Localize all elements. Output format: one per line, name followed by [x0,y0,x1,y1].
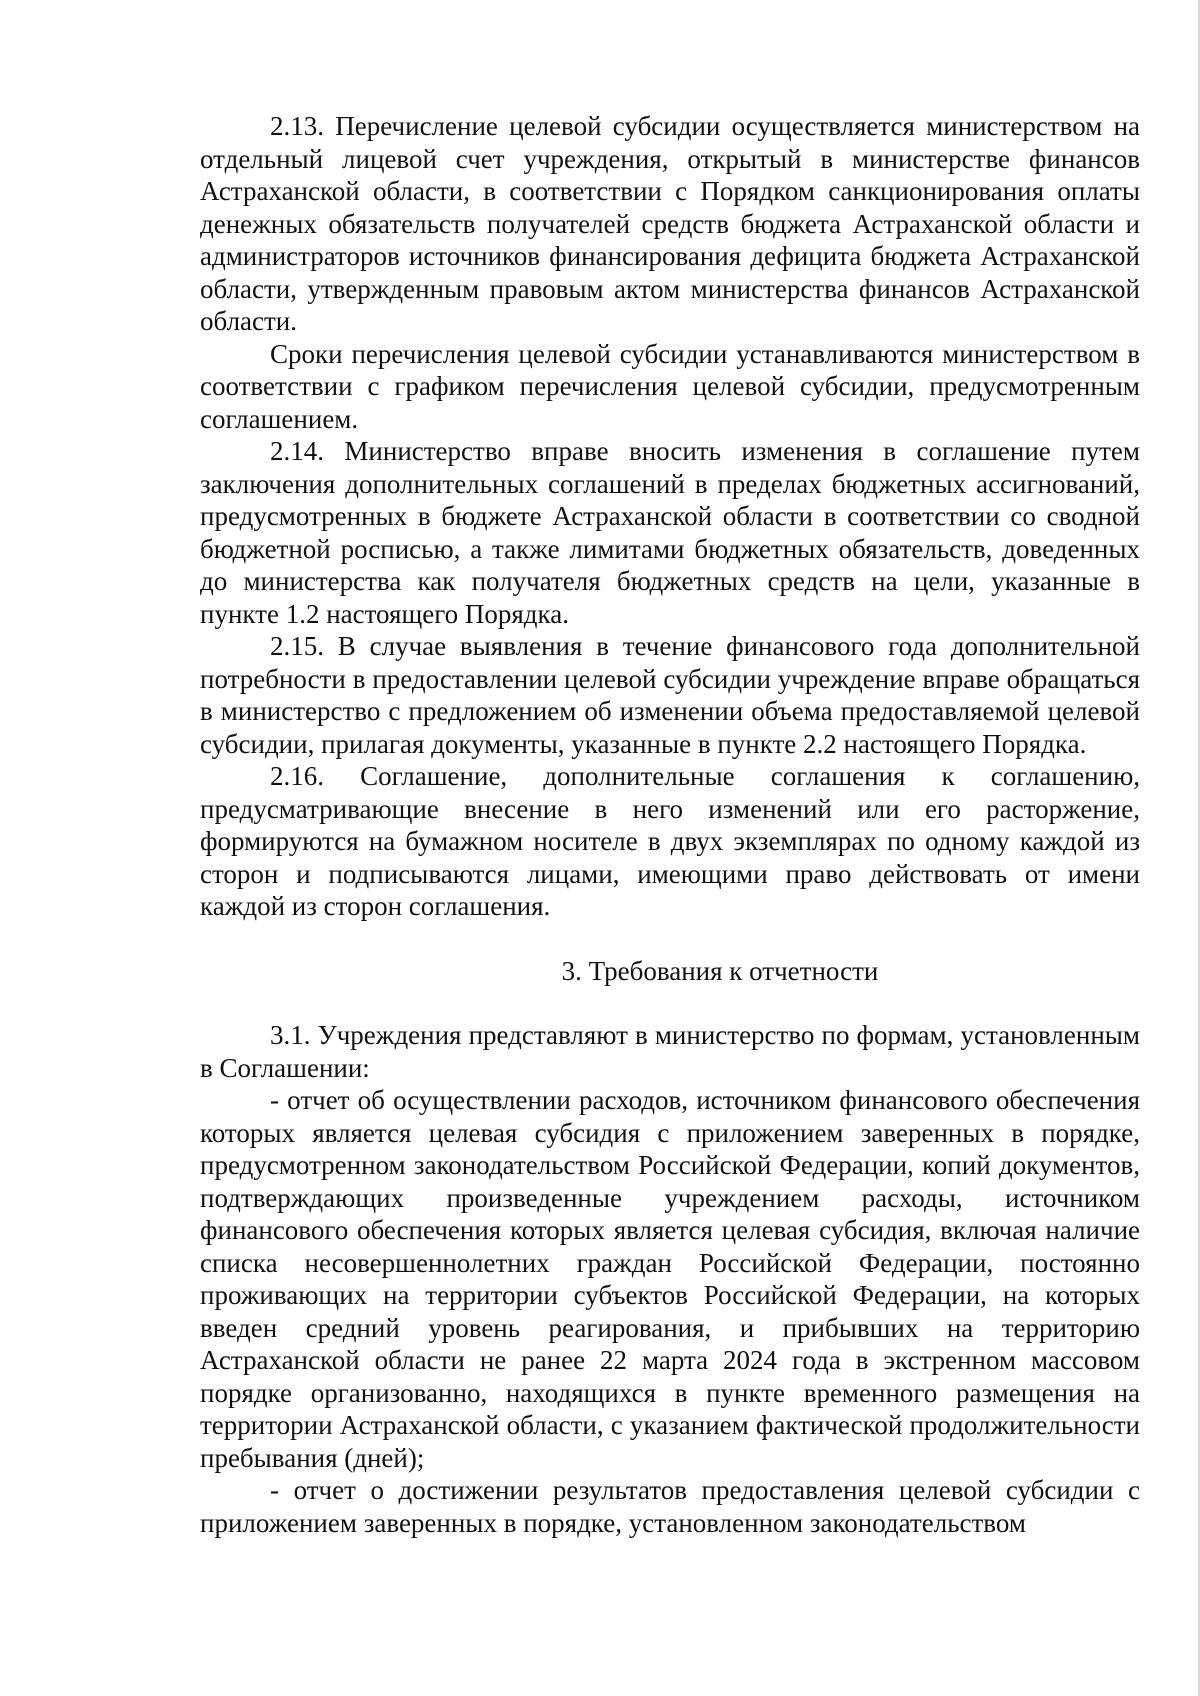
paragraph-2-13: 2.13. Перечисление целевой субсидии осуществляется министерством на отдельный лицевой счет учреждения, открытый в министерстве финансов Астраханской области, в соответствии с Порядком санкционирования оплаты денежных обязательств получателей средств бюджета Астраханской области и администраторов источников финансирования дефицита бюджета Астраханской области, утвержденным правовым актом министерства финансов Астраханской области. [200,111,1140,336]
paragraph-2-16: 2.16. Соглашение, дополнительные соглашения к соглашению, предусматривающие внесение в него изменений или его расторжение, формируются на бумажном носителе в двух экземплярах по одному каждой из сторон и подписываются лицами, имеющими право действовать от имени каждой из сторон соглашения. [200,761,1140,921]
list-item-expense-report: - отчет об осуществлении расходов, источником финансового обеспечения которых является целевая субсидия с приложением заверенных в порядке, предусмотренном законодательством Российской Федерации, копий документов, подтверждающих произведенные учреждением расходы, источником финансового обеспечения которых является целевая субсидия, включая наличие списка несовершеннолетних граждан Российской Федерации, постоянно проживающих на территории субъектов Российской Федерации, на которых введен средний уровень реагирования, и прибывших на территорию Астраханской области не ранее 22 марта 2024 года в экстренном массовом порядке организованно, находящихся в пункте временного размещения на территории Астраханской области, с указанием фактической продолжительности пребывания (дней); [200,1085,1140,1473]
section-heading-reporting: 3. Требования к отчетности [561,955,879,986]
list-item-results-report: - отчет о достижении результатов предоставления целевой субсидии с приложением заверенных в порядке, установленном законодательством [200,1475,1140,1538]
document-body [200,110,1140,1539]
paragraph-transfer-terms: Сроки перечисления целевой субсидии устанавливаются министерством в соответствии с графиком перечисления целевой субсидии, предусмотренным соглашением. [200,338,1140,434]
paragraph-3-1: 3.1. Учреждения представляют в министерство по формам, установленным в Соглашении: [200,1020,1140,1083]
paragraph-2-15: 2.15. В случае выявления в течение финансового года дополнительной потребности в предоставлении целевой субсидии учреждение вправе обращаться в министерство с предложением об изменении объема предоставляемой целевой субсидии, прилагая документы, указанные в пункте 2.2 настоящего Порядка. [200,631,1140,759]
paragraph-2-14: 2.14. Министерство вправе вносить изменения в соглашение путем заключения дополнительных соглашений в пределах бюджетных ассигнований, предусмотренных в бюджете Астраханской области в соответствии со сводной бюджетной росписью, а также лимитами бюджетных обязательств, доведенных до министерства как получателя бюджетных средств на цели, указанные в пункте 1.2 настоящего Порядка. [200,436,1140,629]
